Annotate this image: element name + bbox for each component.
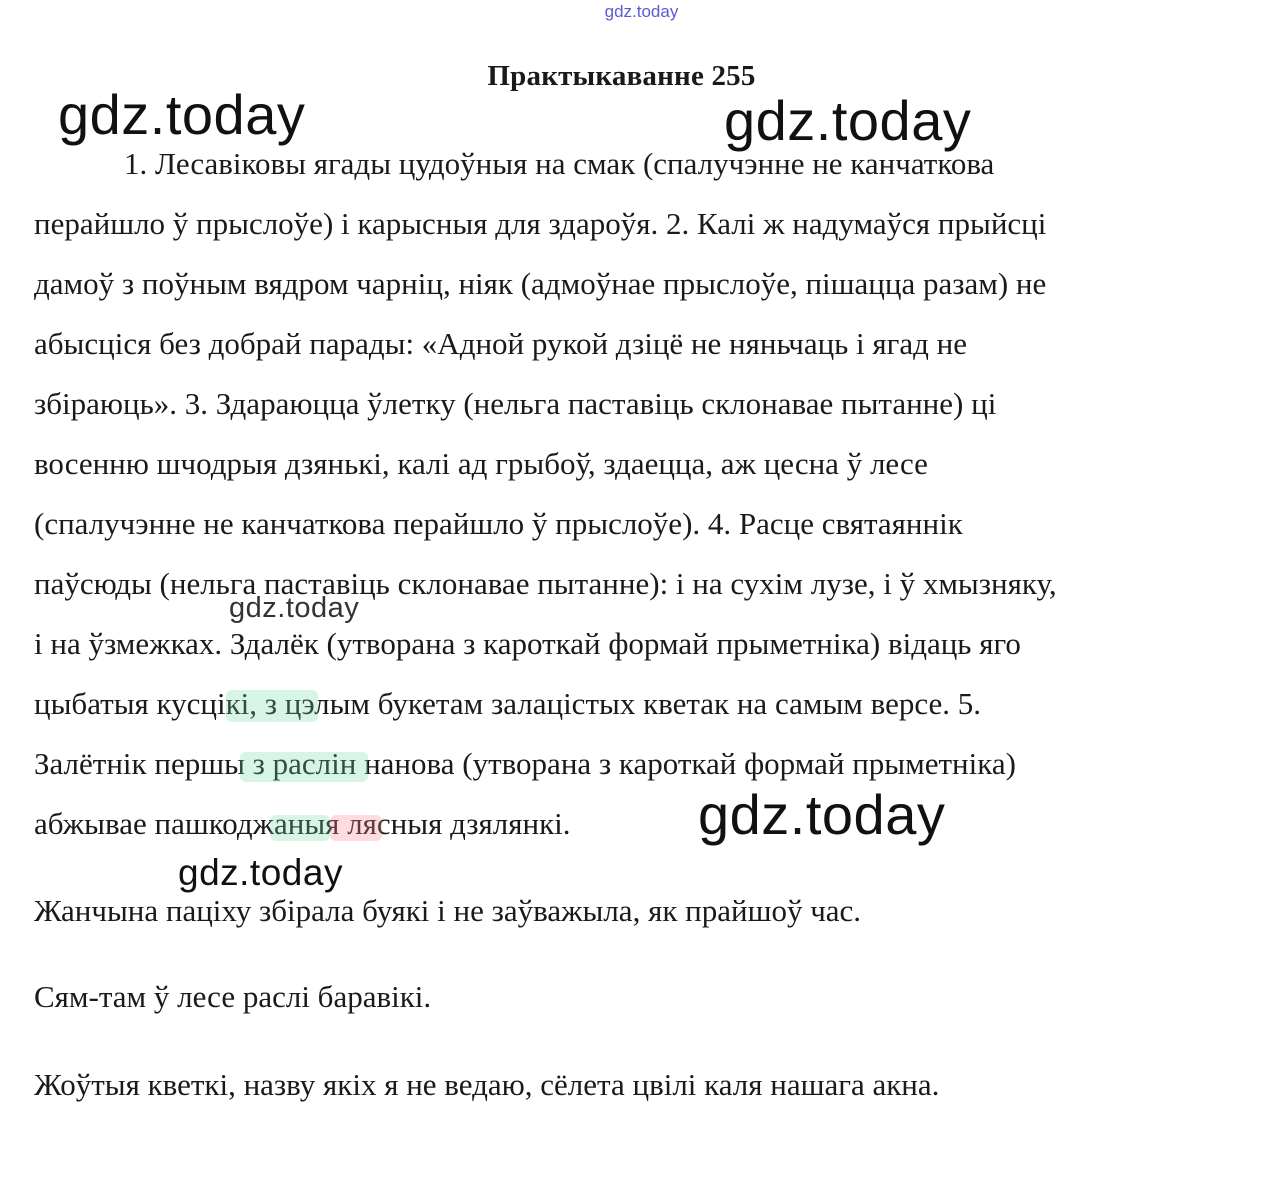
- watermark-large: gdz.today: [58, 83, 306, 146]
- paragraph-line-2: перайшло ў прыслоўе) і карысныя для здароўя. 2. Калі ж надумаўся прыйсці: [34, 206, 1047, 241]
- sentence-2: Сям-там ў лесе раслі баравікі.: [34, 979, 432, 1014]
- paragraph-line-6: восенню шчодрыя дзянькі, калі ад грыбоў, здаецца, аж цесна ў лесе: [34, 446, 928, 481]
- page-title: Практыкаванне 255: [487, 60, 756, 92]
- watermark-small: gdz.today: [229, 592, 360, 624]
- paragraph-line-5: збіраюць». 3. Здараюцца ўлетку (нельга паставіць склонавае пытанне) ці: [34, 386, 997, 421]
- paragraph-line-12: абжывае пашкоджаныя лясныя дзялянкі.: [34, 806, 571, 841]
- highlight-mark: [240, 752, 368, 782]
- paragraph-line-8: паўсюды (нельга паставіць склонавае пытанне): і на сухім лузе, і ў хмызняку,: [34, 566, 1057, 601]
- exercise-paragraph: [34, 144, 1234, 864]
- watermark-small: gdz.today: [178, 852, 343, 893]
- paragraph-line-3: дамоў з поўным вядром чарніц, ніяк (адмоўнае прыслоўе, пішацца разам) не: [34, 266, 1047, 301]
- highlight-mark: [226, 690, 318, 722]
- paragraph-line-10: цыбатыя кусцікі, з цэлым букетам залацістых кветак на самым версе. 5.: [34, 686, 982, 721]
- paragraph-line-7: (спалучэнне не канчаткова перайшло ў прыслоўе). 4. Расце святаяннік: [34, 506, 963, 541]
- highlight-mark: [330, 815, 382, 841]
- paragraph-line-9: і на ўзмежках. Здалёк (утворана з кароткай формай прыметніка) відаць яго: [34, 626, 1021, 661]
- highlight-mark: [270, 815, 330, 841]
- sentence-1: Жанчына паціху збірала буякі і не заўважыла, як прайшоў час.: [34, 893, 862, 928]
- paragraph-line-1: 1. Лесавіковы ягады цудоўныя на смак (спалучэнне не канчаткова: [124, 146, 995, 181]
- paragraph-line-11: Залётнік першы з раслін нанова (утворана з кароткай формай прыметніка): [34, 746, 1016, 781]
- watermark-large: gdz.today: [724, 89, 972, 152]
- sentence-3: Жоўтыя кветкі, назву якіх я не ведаю, сёлета цвілі каля нашага акна.: [34, 1067, 940, 1102]
- watermark-large: gdz.today: [698, 783, 946, 846]
- paragraph-line-4: абысціся без добрай парады: «Адной рукой дзіцё не няньчаць і ягад не: [34, 326, 968, 361]
- site-mark-top: gdz.today: [604, 2, 679, 21]
